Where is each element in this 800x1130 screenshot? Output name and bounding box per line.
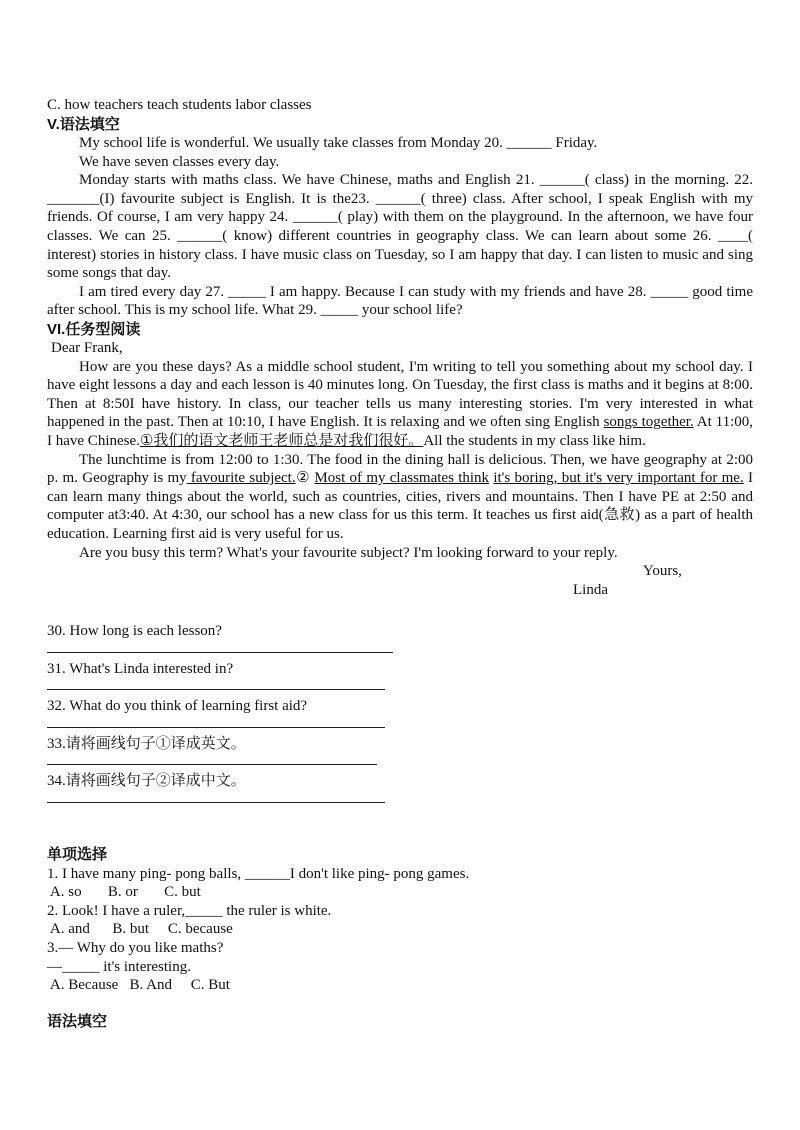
answer-line-34[interactable] xyxy=(47,791,385,803)
option-c-line: C. how teachers teach students labor classes xyxy=(47,97,312,113)
text-span: At 11:00, I have Chinese. xyxy=(47,414,753,449)
question-33: 33.请将画线句子①译成英文。 xyxy=(47,735,246,752)
text-span: All the students in my class like him. xyxy=(423,432,646,449)
mc-options-1: A. so B. or C. but xyxy=(47,884,201,901)
answer-line-31[interactable] xyxy=(47,678,385,690)
mc-question-2: 2. Look! I have a ruler,_____ the ruler is white. xyxy=(47,902,332,919)
underlined-text: favourite subject. xyxy=(186,470,296,487)
final-heading: 语法填空 xyxy=(47,1013,108,1030)
letter-para-2 xyxy=(47,451,753,544)
letter-signature: Linda xyxy=(573,581,608,598)
letter-para-1 xyxy=(47,358,753,451)
underlined-sentence-1: ①我们的语文老师王老师总是对我们很好。 xyxy=(139,432,424,449)
text-span: How are you these days? As a middle school student, I'm writing to tell you something about my school day. I have eight lessons a day and each lesson is 40 minutes long. On Tuesday, the first class is maths and it begins at 8:00. Then at 8:50I have history. In class, our teacher tells us many interesting stories. I'm very interested in what happened in the past. Then at 10:10, I have English. It is relaxing and we often sing English xyxy=(47,358,753,431)
mc-options-2: A. and B. but C. because xyxy=(47,921,233,938)
multiple-choice xyxy=(47,846,753,995)
grammar-para-4: I am tired every day 27. _____ I am happy. Because I can study with my friends and have 28. _____ good time after school. This is my school life. What 29. _____ your school life? xyxy=(47,283,753,319)
grammar-para-3: Monday starts with maths class. We have Chinese, maths and English 21. ______( class) in the morning. 22. _______(I) favourite subject is English. It is the23. ______( three) class. After school, I speak English with my friends. Of course, I am very happy 24. ______( play) with them on the playground. In the afternoon, we have four classes. We can 25. ______( know) different countries in geography class. We can learn about some 26. ____( interest) stories in history class. I have music class on Tuesday, so I am happy that day. I can listen to music and sing some songs that day. xyxy=(47,172,753,282)
text-span: The lunchtime is from 12:00 to 1:30. The food in the dining hall is delicious. Then, we have geography at 2:00 p. m. Geography is my xyxy=(47,451,753,487)
grammar-para-2: We have seven classes every day. xyxy=(79,153,280,170)
underlined-text: songs together. xyxy=(603,414,694,431)
question-34: 34.请将画线句子②译成中文。 xyxy=(47,773,246,790)
mc-heading: 单项选择 xyxy=(47,846,108,863)
letter-para-3: Are you busy this term? What's your favourite subject? I'm looking forward to your reply. xyxy=(79,544,618,561)
underlined-sentence-2a: Most of my classmates think xyxy=(314,470,490,487)
grammar-heading: V.语法填空 xyxy=(47,116,120,133)
question-32: 32. What do you think of learning first aid? xyxy=(47,698,308,715)
question-31: 31. What's Linda interested in? xyxy=(47,660,234,677)
underlined-sentence-2b: it's boring, but it's very important for me. xyxy=(493,470,744,487)
mc-question-3: 3.— Why do you like maths? xyxy=(47,939,224,956)
letter-closing: Yours, xyxy=(643,563,682,580)
text-span: I can learn many things about the world, such as countries, cities, rivers and mountains. Then I have PE at 2:50 and computer at3:40. At 4:30, our school has a new class for us this term. It teaches us first aid(急救) as a part of health education. Learning first aid is very useful for us. xyxy=(47,470,754,542)
answer-line-33[interactable] xyxy=(47,753,377,765)
answer-line-32[interactable] xyxy=(47,716,385,728)
grammar-passage xyxy=(47,134,753,320)
letter xyxy=(47,339,753,599)
mc-answer-3: —_____ it's interesting. xyxy=(47,958,191,975)
letter-greeting: Dear Frank, xyxy=(51,340,123,356)
mc-options-3: A. Because B. And C. But xyxy=(47,977,230,994)
questions xyxy=(47,622,753,810)
grammar-para-1: My school life is wonderful. We usually take classes from Monday 20. ______ Friday. xyxy=(79,135,598,151)
question-30: 30. How long is each lesson? xyxy=(47,623,222,639)
mc-question-1: 1. I have many ping- pong balls, ______I don't like ping- pong games. xyxy=(47,865,470,882)
answer-line-30[interactable] xyxy=(47,641,393,653)
text-span: ② xyxy=(295,470,315,487)
reading-heading: VI.任务型阅读 xyxy=(47,321,141,338)
